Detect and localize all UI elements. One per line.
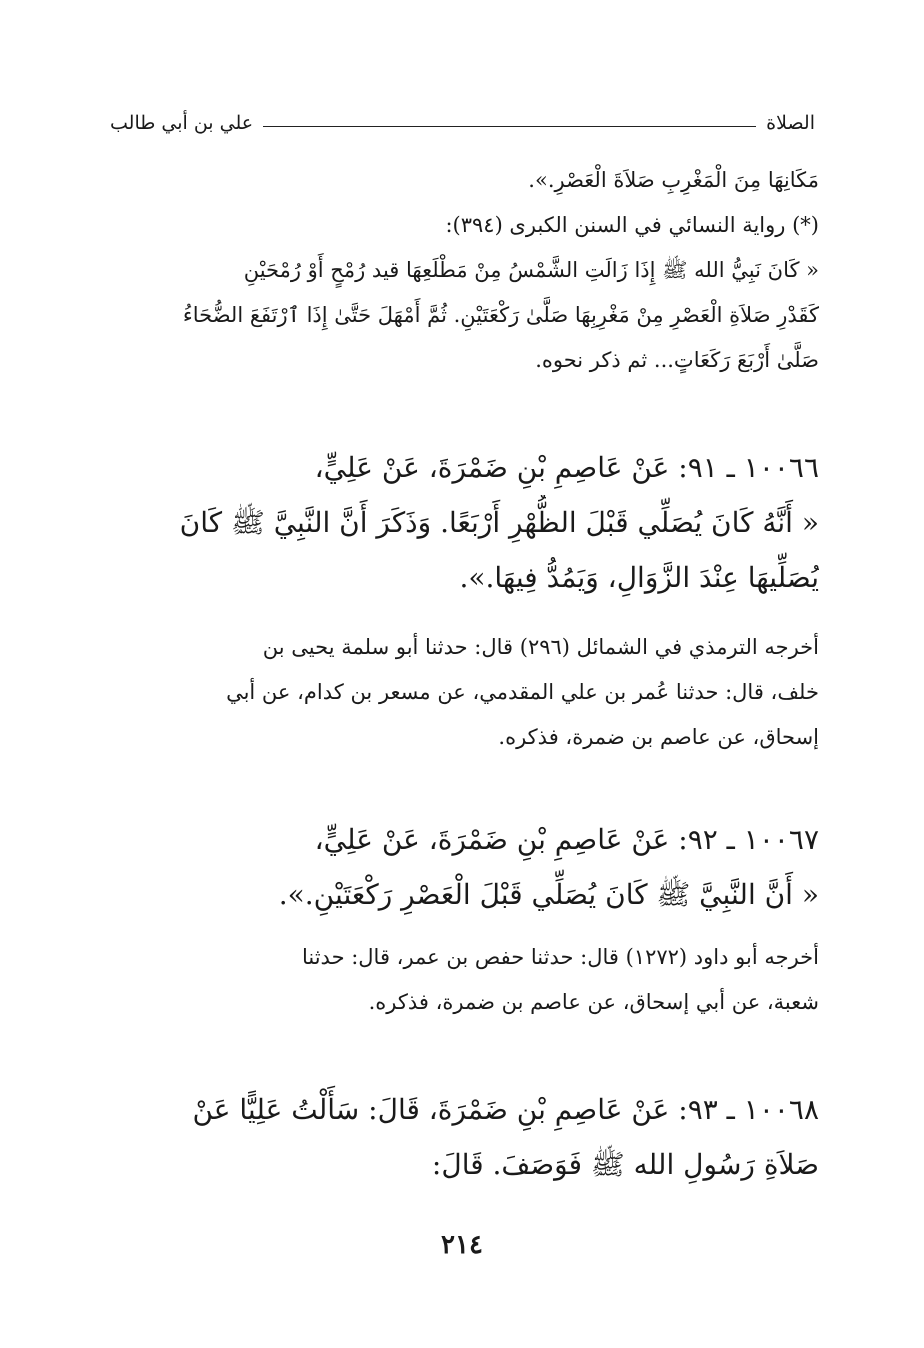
takhrij-91 [109,625,819,760]
page-number: ٢١٤ [441,1230,483,1260]
hadith-91-line: « أَنَّهُ كَانَ يُصَلِّي قَبْلَ الظُّهْرِ أَرْبَعًا. وَذَكَرَ أَنَّ النَّبِيَّ ﷺ كَانَ [179,506,819,539]
section-1-line: « كَانَ نَبِيُّ الله ﷺ إِذَا زَالَتِ الشَّمْسُ مِنْ مَطْلَعِهَا قيد رُمْحٍ أَوْ رُمْحَيْنِ [243,258,819,282]
section-1-line: (*) رواية النسائي في السنن الكبرى (٣٩٤): [445,213,819,237]
running-header [110,108,815,138]
takhrij-92 [109,935,819,1025]
hadith-93 [109,1082,819,1192]
book-title: علي بن أبي طالب [110,112,254,134]
section-1 [109,158,819,383]
takhrij-91-line: أخرجه الترمذي في الشمائل (٢٩٦) قال: حدثنا أبو سلمة يحيى بن [262,635,819,659]
hadith-91-line: يُصَلِّيهَا عِنْدَ الزَّوَالِ، وَيَمُدُّ فِيهَا.». [459,561,819,594]
section-1-line: مَكَانِهَا مِنَ الْمَغْرِبِ صَلاَةَ الْعَصْرِ.». [528,168,819,192]
takhrij-92-line: أخرجه أبو داود (١٢٧٢) قال: حدثنا حفص بن عمر، قال: حدثنا [301,945,819,969]
hadith-92-line: ١٠٠٦٧ ـ ٩٢: عَنْ عَاصِمِ بْنِ ضَمْرَةَ، عَنْ عَلِيٍّ، [314,823,819,856]
chapter-title: الصلاة [766,112,815,134]
takhrij-91-line: خلف، قال: حدثنا عُمر بن علي المقدمي، عن مسعر بن كدام، عن أبي [226,680,819,704]
header-rule [263,126,756,127]
hadith-92 [109,812,819,922]
takhrij-92-line: شعبة، عن أبي إسحاق، عن عاصم بن ضمرة، فذكره. [368,990,819,1014]
section-1-line: صَلَّىٰ أَرْبَعَ رَكَعَاتٍ... ثم ذكر نحوه. [535,348,819,372]
hadith-93-line: صَلاَةِ رَسُولِ الله ﷺ فَوَصَفَ. قَالَ: [431,1148,819,1181]
hadith-93-line: ١٠٠٦٨ ـ ٩٣: عَنْ عَاصِمِ بْنِ ضَمْرَةَ، قَالَ: سَأَلْتُ عَلِيًّا عَنْ [192,1093,819,1126]
hadith-91 [109,440,819,605]
hadith-92-line: « أَنَّ النَّبِيَّ ﷺ كَانَ يُصَلِّي قَبْلَ الْعَصْرِ رَكْعَتَيْنِ.». [278,878,819,911]
hadith-91-line: ١٠٠٦٦ ـ ٩١: عَنْ عَاصِمِ بْنِ ضَمْرَةَ، عَنْ عَلِيٍّ، [314,451,819,484]
takhrij-91-line: إسحاق، عن عاصم بن ضمرة، فذكره. [498,725,819,749]
section-1-line: كَقَدْرِ صَلاَةِ الْعَصْرِ مِنْ مَغْرِبِهَا صَلَّىٰ رَكْعَتَيْنِ. ثُمَّ أَمْهَلَ حَتَّىٰ إِذَا ٱرْتَفَعَ الضُّحَاءُ [182,303,819,327]
